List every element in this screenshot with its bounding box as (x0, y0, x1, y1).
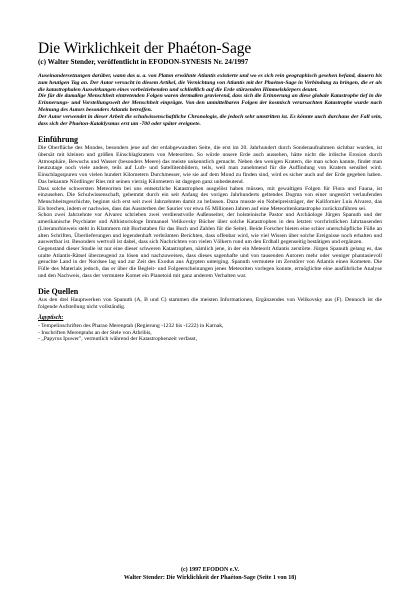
sources-intro: Aus den drei Hauptwerken von Spanuth (A, B und C) stammen die meisten Informationen, Ergänzendes von Velikovsky aus (F). Dennoch ist die folgende Aufstellung nicht vollständig. (38, 297, 382, 311)
intro-heading: Einführung (38, 135, 79, 145)
abstract-paragraph: Der Autor verwendet in dieser Arbeit die schulwissenschaftliche Chronologie, die jedoch sehr umstritten ist. Es könnte auch durchaus der Fall sein, dass sich der Phaéton-Kataklysmus erst um -700 oder später ereignete. (38, 113, 382, 127)
egypt-source-list (38, 323, 382, 343)
intro-paragraph: Dass solche schwersten Meteoriten bei uns entsetzliche Katastrophen ausgelöst haben müssen, mit gewaltigen Folgen für Flora und Fauna, ist einzusehen. Die Schulwissenschaft, gehemmt durch ein seit Anfang des vorigen Jahrhunderts geltendes Dogma von einer ungestört verlaufenden Menschheitsgeschichte, beginnt sich erst seit zwei Jahrzehnten damit zu befassen. Dazu musste ein Nobelpreisträger, der Kalifornier Luis Alvarez, das Eis brechen, indem er nachwies, dass das Aussterben der Saurier vor etwa 65 Millionen Jahren auf eine Meteoritenkatastrophe zurückzuführen sei. (38, 185, 382, 212)
intro-paragraph: Gegenstand dieser Studie ist nur eine dieser schweren Katastrophen, nämlich jene, in der ein Meteorit Atlantis zerstörte. Jürgen Spanuth gelang es, das uralte Atlantis-Rätsel überzeugend zu lösen und nachzuweisen, dass dieses sagenhafte und von tausenden Autoren mehr oder weniger phantasievoll gesuchte Land in der Nordsee lag und zur Zeit des Exodus aus Ägypten unterging. Spanuth vermutete im Zerstörer von Atlantis einen Kometen. Die Fülle des Materials jedoch, das er über die Begleit- und Folgeerscheinungen jenes Meteoriten vorlegen konnte, ermöglichte eine ausführliche Analyse und den Nachweis, dass der vermutete Komet ein Planetoid mit ganz anderem Verhalten war. (38, 245, 382, 279)
egypt-heading: Ägyptisch: (38, 314, 64, 321)
list-item: - Inschriften Merenptahs an der Stele von Athribis, (38, 329, 152, 336)
sources-heading: Die Quellen (38, 287, 79, 297)
intro-paragraph: Die Oberfläche des Mondes, besonders jene auf der erdabgewandten Seite, die erst im 20. Jahrhundert durch Sondenaufnahmen sichtbar wurden, ist übersät mit kleinen und größen Einschlagkratern von Meteoriten. So würde unsere Erde auch aussehen, hätte nicht die irdische Erosion durch Atmosphäre, Bewuchs und Wasser (besonders Meere) das meiste unkenntlich gemacht. Neben den wenigen Kratern, die man schon kannte, findet man heutzutage noch viele andere, teils auf Luft- und Satellitenbildern, teils, weil man zunehmend für die Auffindung von Kratern sensibel wird. Einschlagsspuren von vielen hundert Kilometern Durchmesser, wie sie auf dem Mond zu finden sind, wird es sicher auch auf der Erde gegeben haben. Das bekannte Nördlinger Ries mit seinen vierzig Kilometern ist dagegen ganz unbedeutend. (38, 145, 382, 185)
list-item: - Tempelinschriften des Pharao Merenptah (Regierung -1232 bis -1222) in Karnak, (38, 322, 224, 329)
list-item: - „Papyrus Ipuwer", vermutlich während der Katastrophenzeit verfasst, (38, 336, 198, 343)
intro-section (38, 145, 382, 279)
page-footer (0, 567, 420, 582)
intro-paragraph: Schon zwei Jahrzehnte vor Alvarez schrieben zwei verdienstvolle Außenseiter, der holsteinische Pastor und Archäologe Jürgen Spanuth und der amerikanische Psychiater und Althistoriologe Immanuel Velikovsky Bücher über solche Katastrophen in den letzten vorchristlichen Jahrtausenden (Literaturhinweis steht in Klammern mit Buchstaben für das Buch und Zahlen für die Seite). Beide Forscher bieten eine schier unerschöpfliche Fülle an alten Schriften, Überlieferungen und legendenhaft verbrämten Berichten, dass offenbar wird, wie viel Wissen über solche Ereignisse noch erhalten und auswertbar ist. Besonders wertvoll ist dabei, dass sich Nachrichten von vielen Völkern rund um den Erdball gegenseitig bestätigen und ergänzen. (38, 212, 382, 246)
footer-page-info: Walter Stender: Die Wirklichkeit der Phaéton-Sage (Seite 1 von 18) (123, 574, 297, 581)
abstract-paragraph: Die für die damalige Menschheit eintretenden Folgen waren dermaßen gravierend, dass sich die Erinnerung an diese globale Katastrophe tief in die Erinnerungs- und Vorstellungswelt der Menschheit einprägte. Von den unmittelbaren Folgen der kosmisch verursachten Katastrophe wurde nach Meinung des Autors besonders Atlantis betroffen. (38, 93, 382, 113)
sources-section (38, 297, 382, 343)
document-page (38, 40, 382, 343)
abstract-paragraph: Auseinandersetzungen darüber, wann das u. a. von Platon erwähnte Atlantis existierte und wo es sich rein geographisch gesehen befand, dauern bis zum heutigen Tag an. Der Autor versucht in diesem Artikel, die Vernichtung von Atlantis mit der Phaéton-Sage in Verbindung zu bringen, die er als die katastrophalen Auswirkungen eines vorbeiziehenden und schließlich auf die Erde stürzenden Himmelskörpers deutet. (38, 73, 382, 93)
author-line: (c) Walter Stender, veröffentlicht in EFODON-SYNESIS Nr. 24/1997 (38, 58, 249, 66)
footer-copyright: (c) 1997 EFODON e.V. (180, 567, 240, 573)
abstract (38, 73, 382, 127)
document-title: Die Wirklichkeit der Phaéton-Sage (38, 40, 252, 57)
